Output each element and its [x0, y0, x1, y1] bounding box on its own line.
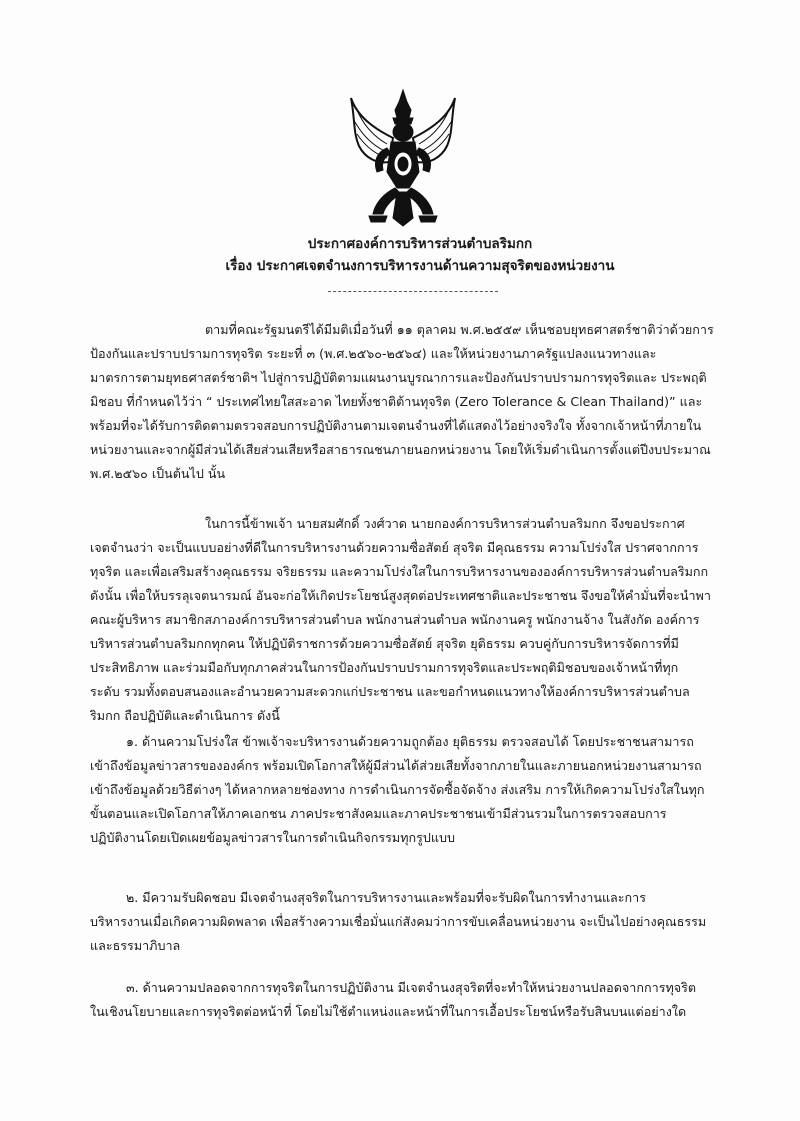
text-line: เข้าถึงข้อมูลข่าวสารขององค์กร พร้อมเปิดโอกาสให้ผู้มีส่วนได้ส่วยเสียทั้งจากภายในและภายนอกหน่วยงานสามารถ — [90, 758, 702, 773]
garuda-emblem-icon — [343, 88, 463, 228]
text-line: คณะผู้บริหาร สมาชิกสภาองค์การบริหารส่วนตำบล พนักงานส่วนตำบล พนักงานครู พนักงานจ้าง ในสังกัด องค์การ — [90, 612, 700, 627]
text-line: ริมกก ถือปฏิบัติและดำเนินการ ดังนี้ — [90, 708, 280, 723]
text-line: มิชอบ ที่กำหนดไว้ว่า “ ประเทศไทยใสสะอาด ไทยทั้งชาติต้านทุจริต (Zero Tolerance & Clean Thailand)” และ — [90, 394, 703, 409]
text-line: ปฏิบัติงานโดยเปิดเผยข้อมูลข่าวสารในการดำเนินกิจกรรมทุกรูปแบบ — [90, 830, 456, 845]
text-line: เจตจำนงว่า จะเป็นแบบอย่างที่ดีในการบริหารงานด้วยความซื่อสัตย์ สุจริต มีคุณธรรม ความโปร่งใส ปราศจากการ — [90, 540, 699, 555]
text-line: บริหารส่วนตำบลริมกกทุกคน ให้ปฏิบัติราชการด้วยความซื่อสัตย์ สุจริต ยุติธรรม ควบคู่กับการบริหารจัดการที่มี — [90, 636, 679, 651]
text-line: ทุจริต และเพื่อเสริมสร้างคุณธรรม จริยธรรม และความโปร่งใสในการบริหารงานขององค์การบริหารส่วนตำบลริมกก — [90, 564, 709, 579]
paragraph-anti-corruption — [90, 976, 738, 1024]
text-line: ๓. ด้านความปลอดจากการทุจริตในการปฏิบัติงาน มีเจตจำนงสุจริตที่จะทำให้หน่วยงานปลอดจากการทุจริต — [126, 980, 697, 995]
text-line: ระดับ รวมทั้งตอบสนองและอำนวยความสะดวกแก่ประชาชน และขอกำหนดแนวทางให้องค์การบริหารส่วนตำบล — [90, 684, 690, 699]
text-line: ประสิทธิภาพ และร่วมมือกับทุกภาคส่วนในการป้องกันปราบปรามการทุจริตและประพฤติมิชอบของเจ้าหน้าที่ทุก — [90, 660, 679, 675]
text-line: พร้อมที่จะได้รับการติดตามตรวจสอบการปฏิบัติงานตามเจตนจำนงที่ได้แสดงไว้อย่างจริงใจ ทั้งจากเจ้าหน้าที่ภายใน — [90, 418, 702, 433]
text-line: หน่วยงานและจากผู้มีส่วนได้เสียส่วนเสียหรือสาธารณชนภายนอกหน่วยงาน โดยให้เริ่มดำเนินการตั้งแต่ปีงบประมาณ — [90, 442, 711, 457]
paragraph-accountability — [90, 886, 738, 958]
text-line: มาตรการตามยุทธศาสตร์ชาติฯ ไปสู่การปฏิบัติตามแผนงานบูรณาการและป้องกันปราบปรามการทุจริตและ ประพฤติ — [90, 370, 707, 385]
announcement-title: ประกาศองค์การบริหารส่วนตำบลริมกก — [307, 236, 533, 252]
paragraph-1 — [90, 318, 738, 486]
text-line: ในการนี้ข้าพเจ้า นายสมศักดิ์ วงศ์วาด นายกองค์การบริหารส่วนตำบลริมกก จึงขอประกาศ — [205, 516, 685, 531]
paragraph-transparency — [90, 730, 738, 850]
text-line: พ.ศ.๒๕๖๐ เป็นต้นไป นั้น — [90, 466, 226, 481]
text-line: บริหารงานเมื่อเกิดความผิดพลาด เพื่อสร้างความเชื่อมั่นแก่สังคมว่าการขับเคลื่อนหน่วยงาน จะเป็นไปอย่างคุณธรรม — [90, 914, 707, 929]
text-line: ๒. มีความรับผิดชอบ มีเจตจำนงสุจริตในการบริหารงานและพร้อมที่จะรับผิดในการทำงานและการ — [126, 890, 647, 905]
text-line: ดังนั้น เพื่อให้บรรลุเจตนารมณ์ อันจะก่อให้เกิดประโยชน์สูงสุดต่อประเทศชาติและประชาชน จึงขอให้คำมั่นที่จะนำพา — [90, 588, 711, 603]
text-line: ป้องกันและปราบปรามการทุจริต ระยะที่ ๓ (พ.ศ.๒๕๖๐-๒๕๖๔) และให้หน่วยงานภาครัฐแปลงแนวทางและ — [90, 346, 657, 361]
text-line: ๑. ด้านความโปร่งใส ข้าพเจ้าจะบริหารงานด้วยความถูกต้อง ยุติธรรม ตรวจสอบได้ โดยประชาชนสามารถ — [126, 734, 694, 749]
text-line: ในเชิงนโยบายและการทุจริตต่อหน้าที่ โดยไม่ใช้ตำแหน่งและหน้าที่ในการเอื้อประโยชน์หรือรับสินบนแต่อย่างใด — [90, 1004, 687, 1019]
text-line: และธรรมาภิบาล — [90, 938, 181, 953]
text-line: เข้าถึงข้อมูลด้วยวิธีต่างๆ ได้หลากหลายช่องทาง การดำเนินการจัดซื้อจัดจ้าง ส่งเสริม การให้เกิดความโปร่งใสในทุก — [90, 782, 705, 797]
announcement-subject: เรื่อง ประกาศเจตจำนงการบริหารงานด้านความสุจริตของหน่วยงาน — [225, 258, 615, 274]
paragraph-2 — [90, 512, 738, 728]
text-line: ตามที่คณะรัฐมนตรีได้มีมติเมื่อวันที่ ๑๑ ตุลาคม พ.ศ.๒๕๕๙ เห็นชอบยุทธศาสตร์ชาติว่าด้วยการ — [205, 322, 714, 337]
separator-line — [328, 291, 498, 292]
text-line: ขั้นตอนและเปิดโอกาสให้ภาคเอกชน ภาคประชาสังคมและภาคประชาชนเข้ามีส่วนรวมในการตรวจสอบการ — [90, 806, 667, 821]
